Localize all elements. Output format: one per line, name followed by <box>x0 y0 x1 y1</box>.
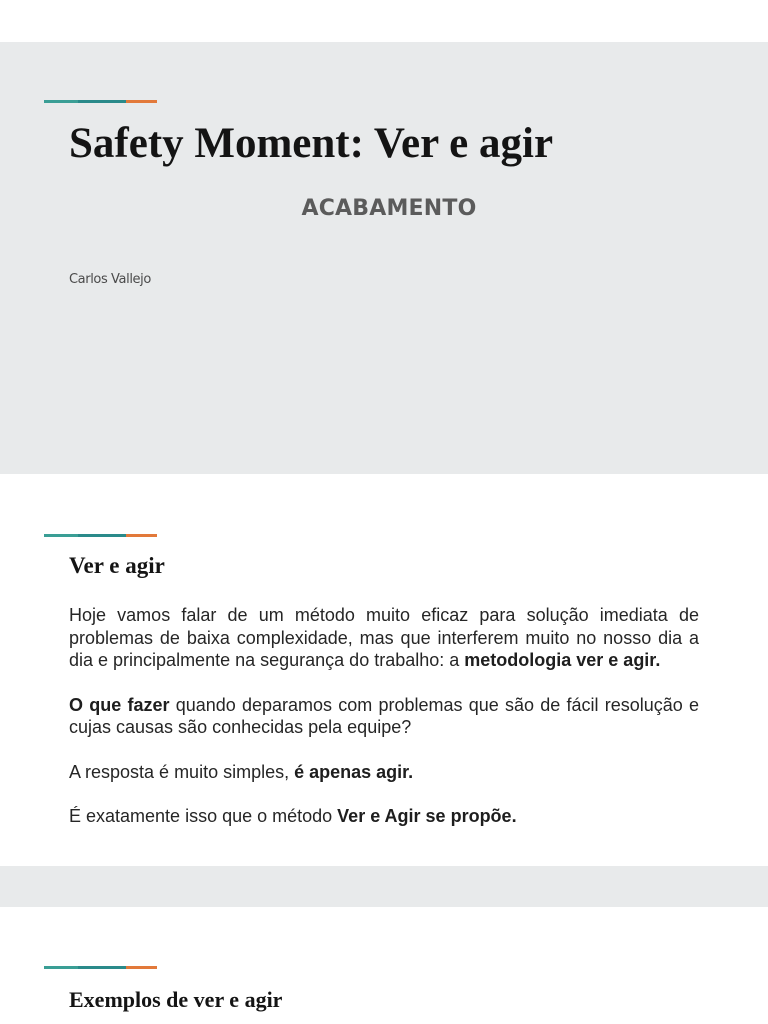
accent-teal-segment <box>44 100 78 103</box>
paragraph-conclusion <box>69 805 699 828</box>
accent-teal-segment <box>44 534 78 537</box>
paragraph-question <box>69 694 699 739</box>
presentation-subtitle: ACABAMENTO <box>301 196 477 221</box>
title-slide <box>0 42 768 474</box>
title-accent-line <box>44 100 157 103</box>
examples-heading: Exemplos de ver e agir <box>69 987 283 1012</box>
paragraph-intro-bold: metodologia ver e agir. <box>464 650 661 670</box>
paragraph-question-text: quando deparamos com problemas que são de fácil resolução e cujas causas são conhecidas pela equipe? <box>69 694 699 737</box>
accent-teal-segment <box>44 966 78 969</box>
body-text <box>69 604 699 850</box>
section-heading: Ver e agir <box>69 553 165 578</box>
paragraph-answer <box>69 761 699 784</box>
accent-dark-teal-segment <box>78 966 126 969</box>
presentation-title: Safety Moment: Ver e agir <box>69 120 554 167</box>
paragraph-intro <box>69 604 699 672</box>
paragraph-intro-text: Hoje vamos falar de um método muito eficaz para solução imediata de problemas de baixa complexidade, mas que interferem muito no nosso dia a dia e principalmente na segurança do trabalho: a <box>69 605 699 670</box>
paragraph-conclusion-text: É exatamente isso que o método <box>69 806 338 826</box>
paragraph-conclusion-bold: Ver e Agir se propõe. <box>337 806 517 826</box>
examples-slide <box>0 907 768 1024</box>
accent-orange-segment <box>126 100 157 103</box>
slide-separator <box>0 866 768 907</box>
content-slide <box>0 474 768 866</box>
paragraph-answer-bold: é apenas agir. <box>294 761 414 782</box>
accent-dark-teal-segment <box>78 100 126 103</box>
paragraph-answer-text: A resposta é muito simples, <box>69 761 295 782</box>
accent-dark-teal-segment <box>78 534 126 537</box>
paragraph-question-bold: O que fazer <box>69 694 170 715</box>
accent-orange-segment <box>126 534 157 537</box>
content-accent-line <box>44 534 157 537</box>
author-name: Carlos Vallejo <box>69 272 151 287</box>
examples-accent-line <box>44 966 157 969</box>
accent-orange-segment <box>126 966 157 969</box>
